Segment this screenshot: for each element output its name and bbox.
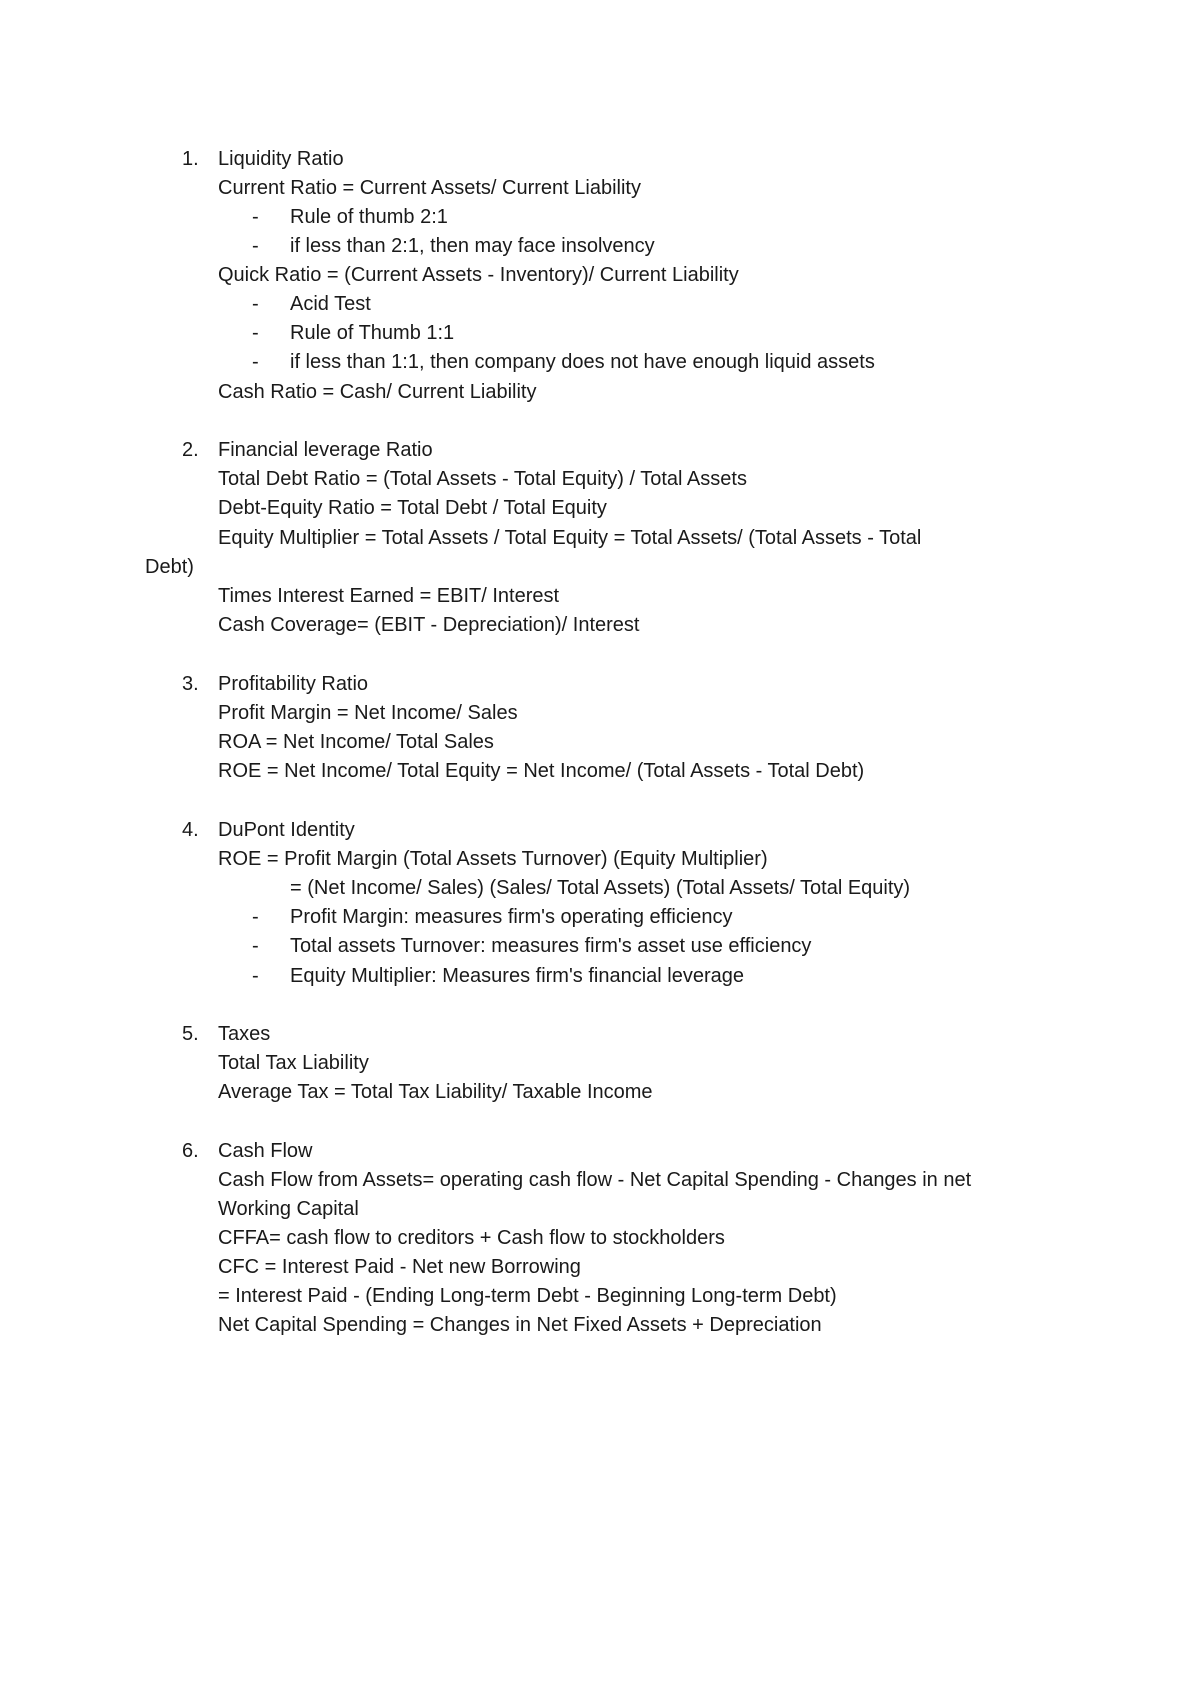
section-heading: Financial leverage Ratio (218, 439, 433, 461)
formula-line: ROE = Net Income/ Total Equity = Net Income/ (Total Assets - Total Debt) (218, 760, 865, 782)
formula-line-wrap: Working Capital (218, 1198, 359, 1220)
bullet-item: Rule of Thumb 1:1 (290, 322, 455, 344)
section-number: 3. (182, 673, 199, 695)
formula-line: = Interest Paid - (Ending Long-term Debt - Beginning Long-term Debt) (218, 1285, 837, 1307)
section-heading: Liquidity Ratio (218, 148, 344, 170)
bullet-item: if less than 2:1, then may face insolvency (290, 235, 655, 257)
formula-line: CFC = Interest Paid - Net new Borrowing (218, 1256, 581, 1278)
section-number: 2. (182, 439, 199, 461)
formula-line: Cash Flow from Assets= operating cash flow - Net Capital Spending - Changes in net (218, 1169, 972, 1191)
formula-line: Cash Coverage= (EBIT - Depreciation)/ Interest (218, 614, 640, 636)
formula-line: CFFA= cash flow to creditors + Cash flow to stockholders (218, 1227, 725, 1249)
formula-continuation: = (Net Income/ Sales) (Sales/ Total Assets) (Total Assets/ Total Equity) (290, 877, 911, 899)
formula-line: Equity Multiplier = Total Assets / Total Equity = Total Assets/ (Total Assets - Total (218, 527, 922, 549)
section-heading: Taxes (218, 1023, 271, 1045)
section-number: 5. (182, 1023, 199, 1045)
bullet-item: Rule of thumb 2:1 (290, 206, 448, 228)
bullet-dash: - (252, 206, 259, 228)
section-number: 4. (182, 819, 199, 841)
bullet-dash: - (252, 235, 259, 257)
formula-line: Net Capital Spending = Changes in Net Fixed Assets + Depreciation (218, 1314, 822, 1336)
bullet-dash: - (252, 351, 259, 373)
formula-line: Times Interest Earned = EBIT/ Interest (218, 585, 560, 607)
section-number: 6. (182, 1140, 199, 1162)
bullet-dash: - (252, 293, 259, 315)
section-heading: Cash Flow (218, 1140, 313, 1162)
formula-line: Quick Ratio = (Current Assets - Inventory)/ Current Liability (218, 264, 739, 286)
bullet-dash: - (252, 935, 259, 957)
formula-line: Profit Margin = Net Income/ Sales (218, 702, 518, 724)
formula-line: Average Tax = Total Tax Liability/ Taxable Income (218, 1081, 653, 1103)
bullet-dash: - (252, 322, 259, 344)
bullet-item: Total assets Turnover: measures firm's asset use efficiency (290, 935, 812, 957)
bullet-item: Acid Test (290, 293, 371, 315)
section-heading: Profitability Ratio (218, 673, 369, 695)
bullet-dash: - (252, 965, 259, 987)
bullet-item: Equity Multiplier: Measures firm's financial leverage (290, 965, 744, 987)
formula-line-wrap: Debt) (145, 556, 194, 578)
bullet-dash: - (252, 906, 259, 928)
bullet-item: Profit Margin: measures firm's operating efficiency (290, 906, 733, 928)
section-heading: DuPont Identity (218, 819, 355, 841)
formula-line: ROA = Net Income/ Total Sales (218, 731, 494, 753)
formula-line: ROE = Profit Margin (Total Assets Turnover) (Equity Multiplier) (218, 848, 768, 870)
formula-line: Current Ratio = Current Assets/ Current Liability (218, 177, 641, 199)
formula-line: Total Tax Liability (218, 1052, 369, 1074)
bullet-item: if less than 1:1, then company does not have enough liquid assets (290, 351, 875, 373)
formula-line: Debt-Equity Ratio = Total Debt / Total Equity (218, 497, 607, 519)
section-number: 1. (182, 148, 199, 170)
formula-line: Total Debt Ratio = (Total Assets - Total Equity) / Total Assets (218, 468, 747, 490)
formula-line: Cash Ratio = Cash/ Current Liability (218, 381, 537, 403)
